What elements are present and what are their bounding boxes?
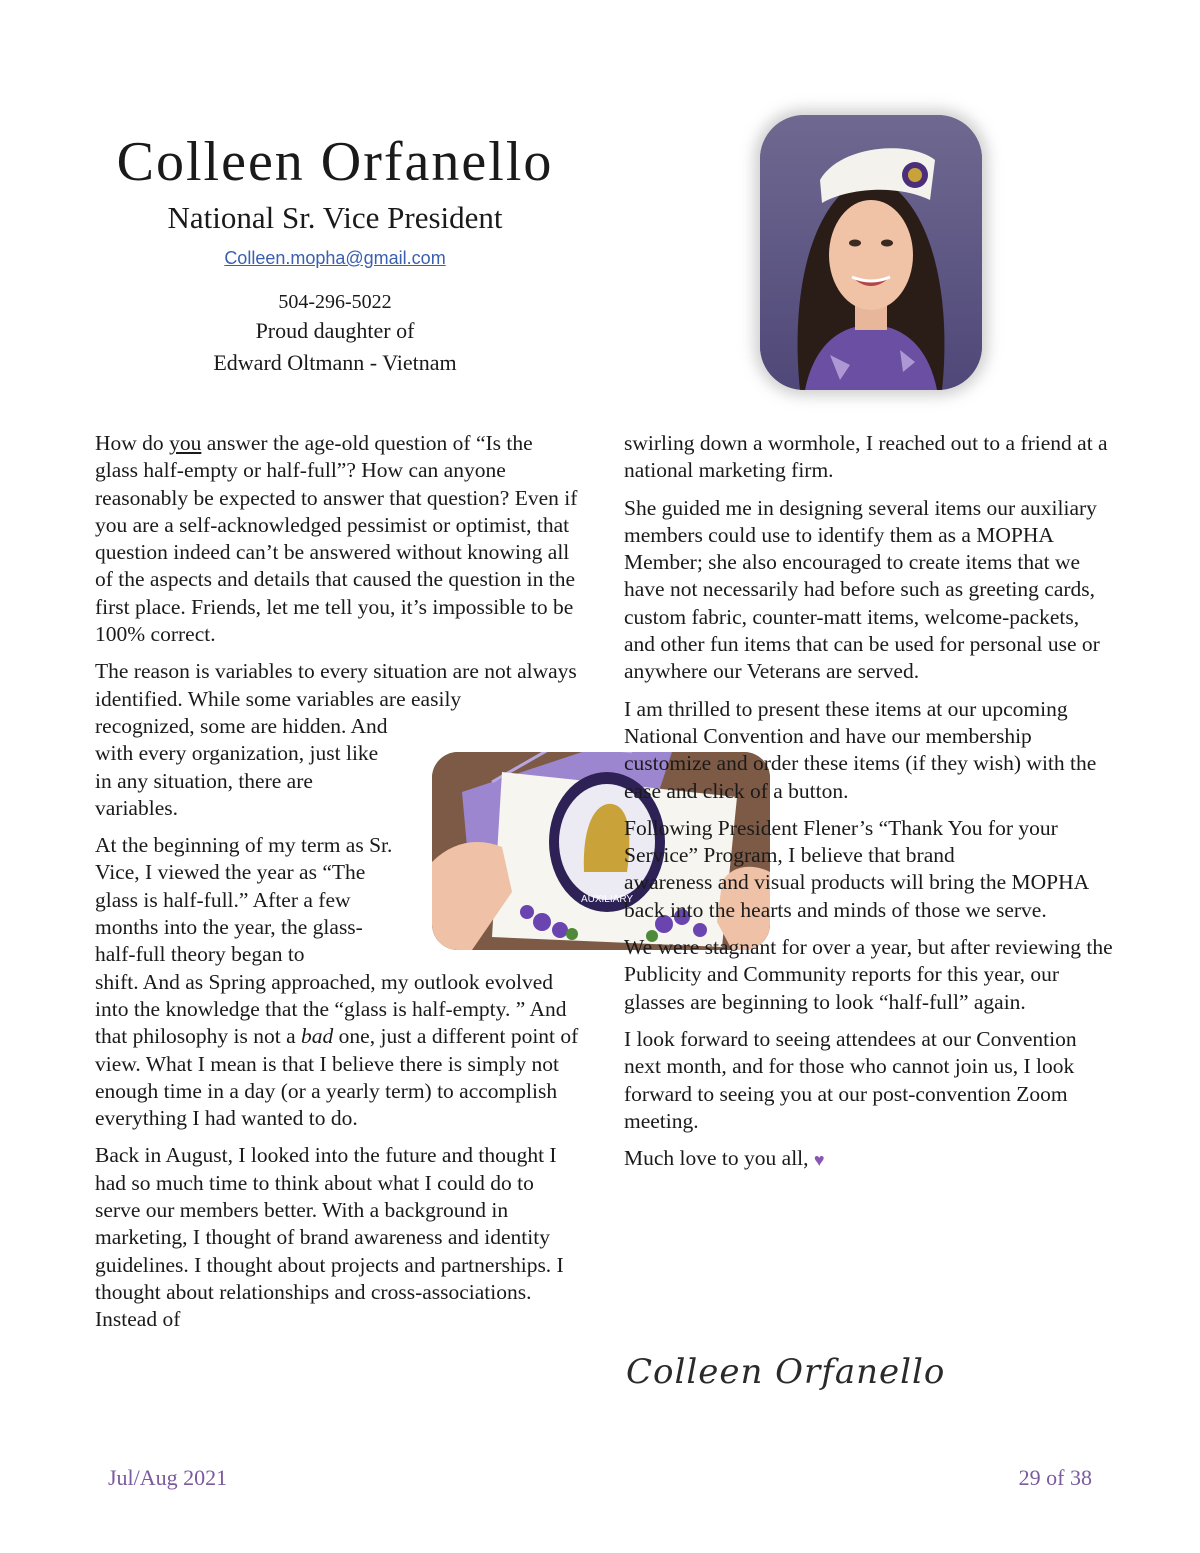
- author-phone: 504-296-5022: [278, 291, 392, 313]
- text-run: shift. And as Spring approached, my outlook evolved into the knowledge that the “glass is half-empty. ” And that philosophy is not a: [95, 969, 567, 1049]
- author-email-link[interactable]: Colleen.mopha@gmail.com: [224, 248, 446, 268]
- paragraph: [624, 696, 1114, 805]
- text-run: I am thrilled to present these items at our upcoming National Convention and have our membership customize and order these items (if they wish) with the ease and click of a button.: [624, 696, 1097, 803]
- card-logo-text: AUXILIARY: [580, 894, 634, 905]
- signature: Colleen Orfanello: [626, 1352, 946, 1392]
- paragraph: [624, 495, 1114, 686]
- closing-line: [624, 1145, 1114, 1174]
- paragraph: [95, 1142, 580, 1333]
- text-run: answer the age-old question of “Is the glass half-empty or half-full”? How can anyone reasonably be expected to answer that question? Even if you are a self-acknowledged pessimist or optimist, that question indeed can’t be answered without knowing all of the aspects and details that caused the question in the first place. Friends, let me tell you, it’s impossible to be 100% correct.: [95, 431, 578, 647]
- paragraph: [624, 1026, 1114, 1135]
- portrait-illustration: [760, 115, 982, 390]
- author-title: National Sr. Vice President: [167, 200, 503, 235]
- text-run: swirling down a wormhole, I reached out to a friend at a national marketing firm.: [624, 431, 1108, 483]
- paragraph: [95, 969, 580, 1133]
- text-run: How do: [95, 431, 170, 455]
- footer-date: Jul/Aug 2021: [108, 1465, 228, 1490]
- text-run: Back in August, I looked into the future and thought I had so much time to think about what I could do to serve our members better. With a background in marketing, I thought of brand awareness and identity guidelines. I thought about projects and partnerships. I thought about relationships and cross-associations. Instead of: [95, 1143, 564, 1332]
- paragraph: [624, 869, 1114, 924]
- text-run: recognized, some are hidden. And with every organization, just like in any situation, there are variables.: [95, 713, 388, 820]
- paragraph: [95, 832, 395, 968]
- text-run: At the beginning of my term as Sr. Vice, I viewed the year as “The glass is half-full.” After a few months into the year, the glass-half-full theory began to: [95, 833, 393, 967]
- paragraph: [624, 430, 1114, 485]
- paragraph: [624, 815, 1114, 870]
- emphasis-italic: bad: [301, 1024, 334, 1049]
- author-name: Colleen Orfanello: [116, 131, 554, 193]
- article-column-right: [624, 430, 1114, 1184]
- text-run: The reason is variables to every situation are not always identified. While some variables are easily: [95, 659, 577, 711]
- text-run: one, just a different point of view. What I mean is that I believe there is simply not enough time in a day (or a yearly term) to accomplish everything I had wanted to do.: [95, 1024, 579, 1131]
- purple-heart-icon: ♥: [813, 1149, 825, 1170]
- paragraph: [95, 430, 580, 648]
- paragraph: [624, 934, 1114, 1016]
- footer-page-number: 29 of 38: [1018, 1465, 1092, 1490]
- text-run: Following President Flener’s “Thank You for your Service” Program, I believe that brand: [624, 815, 1058, 868]
- paragraph: [95, 658, 580, 713]
- paragraph: [95, 713, 395, 822]
- text-run: I look forward to seeing attendees at our Convention next month, and for those who cannot join us, I look forward to seeing you at our post-convention Zoom meeting.: [624, 1026, 1077, 1133]
- text-run: We were stagnant for over a year, but after reviewing the Publicity and Community reports for this year, our glasses are beginning to look “half-full” again.: [624, 935, 1113, 1014]
- author-header: [95, 130, 575, 379]
- text-run: She guided me in designing several items our auxiliary members could use to identify them as a MOPHA Member; she also encouraged to create items that we have not necessarily had before such as greeting cards, custom fabric, counter-matt items, welcome-packets, and other fun items that can be used for personal use or anywhere our Veterans are served.: [624, 495, 1100, 684]
- text-run: awareness and visual products will bring the MOPHA back into the hearts and minds of those we serve.: [624, 870, 1088, 922]
- daughter-line-2: Edward Oltmann - Vietnam: [213, 350, 457, 375]
- emphasis-underlined: you: [169, 431, 202, 455]
- author-portrait-photo: [760, 115, 982, 390]
- daughter-line-1: Proud daughter of: [255, 318, 415, 343]
- closing-text: Much love to you all,: [624, 1146, 809, 1171]
